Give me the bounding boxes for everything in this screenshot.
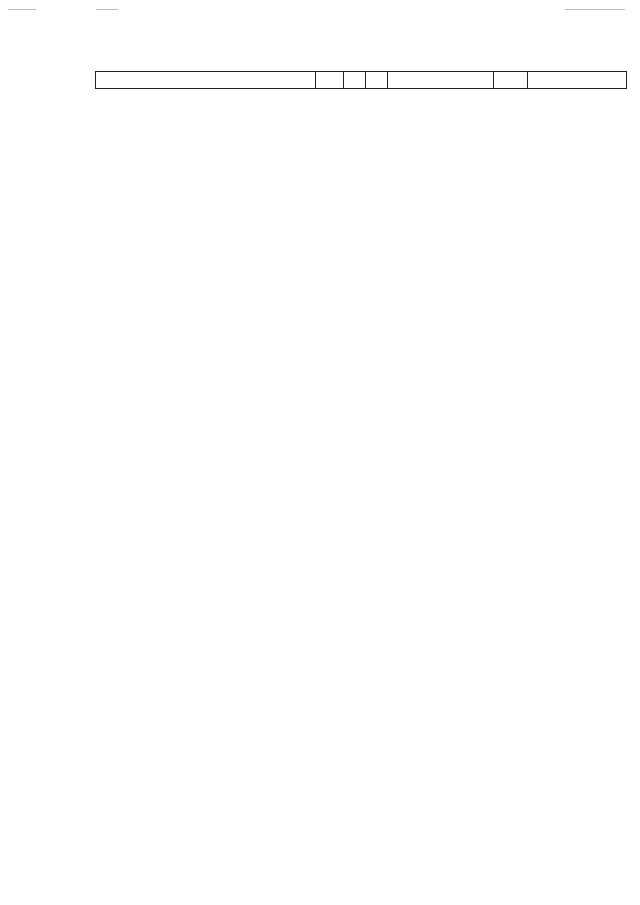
column-header-row (95, 71, 627, 89)
column-number (388, 72, 494, 89)
column-number (366, 72, 388, 89)
column-number (494, 72, 528, 89)
scan-artifact (565, 9, 625, 10)
column-number (96, 72, 316, 89)
column-number (528, 72, 627, 89)
scan-artifact (96, 9, 118, 10)
column-number (344, 72, 366, 89)
scan-artifact (8, 9, 36, 10)
column-number (316, 72, 344, 89)
